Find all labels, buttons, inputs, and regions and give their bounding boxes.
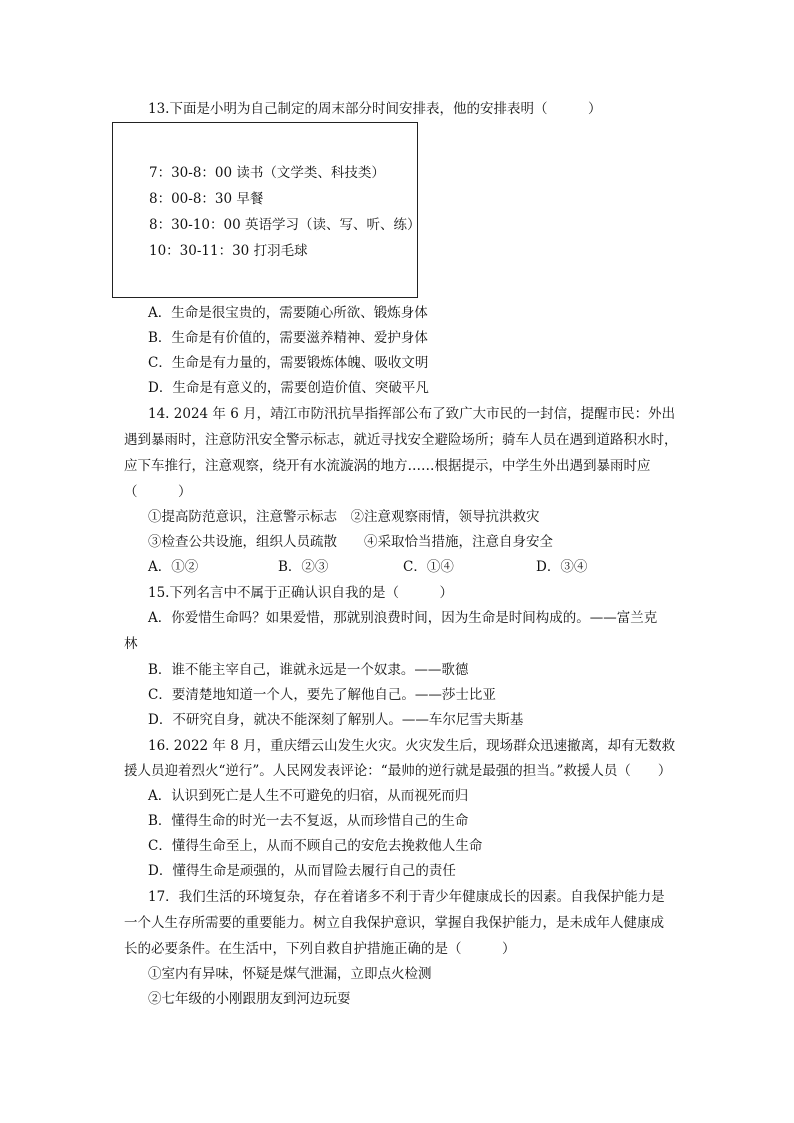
q16-stem-line: 16. 2022 年 8 月，重庆缙云山发生火灾。火灾发生后，现场群众迅速撤离，却有无数救 xyxy=(148,738,676,754)
schedule-item: 7：30-8：00 读书（文学类、科技类） xyxy=(149,165,385,181)
q15-stem: 15.下列名言中不属于正确认识自我的是（ ） xyxy=(148,585,453,601)
q17-stem-line: 长的必要条件。在生活中，下列自救自护措施正确的是（ ） xyxy=(124,941,516,957)
q14-option-c: C．①④ xyxy=(403,559,454,575)
q16-option-b: B．懂得生命的时光一去不复返，从而珍惜自己的生命 xyxy=(148,813,469,829)
q15-option-a-line: A．你爱惜生命吗？如果爱惜，那就别浪费时间，因为生命是时间构成的。——富兰克 xyxy=(148,610,658,626)
q17-stem-line: 17．我们生活的环境复杂，存在着诸多不利于青少年健康成长的因素。自我保护能力是 xyxy=(148,889,665,905)
q16-stem-line: 援人员迎着烈火“逆行”。人民网发表评论：“最帅的逆行就是最强的担当。”救援人员（ ） xyxy=(124,763,672,779)
q13-stem: 13.下面是小明为自己制定的周末部分时间安排表，他的安排表明（ ） xyxy=(148,101,602,117)
q14-option-a: A．①② xyxy=(148,559,199,575)
q15-option-a-line: 林 xyxy=(124,636,138,652)
q16-option-d: D．懂得生命是顽强的，从而冒险去履行自己的责任 xyxy=(148,863,456,879)
q13-option-b: B．生命是有价值的，需要滋养精神、爱护身体 xyxy=(148,330,428,346)
schedule-item: 10：30-11：30 打羽毛球 xyxy=(149,243,308,259)
schedule-item: 8：00-8：30 早餐 xyxy=(149,191,264,207)
q14-item-line: ①提高防范意识，注意警示标志 ②注意观察雨情，领导抗洪救灾 xyxy=(148,509,540,525)
q14-option-d: D．③④ xyxy=(536,559,588,575)
q14-stem-line: 应下车推行，注意观察，绕开有水流漩涡的地方……根据提示，中学生外出遇到暴雨时应 xyxy=(124,458,651,474)
q16-option-a: A．认识到死亡是人生不可避免的归宿，从而视死而归 xyxy=(148,788,469,804)
q15-option-b: B．谁不能主宰自己，谁就永远是一个奴隶。——歌德 xyxy=(148,662,469,678)
q16-option-c: C．懂得生命至上，从而不顾自己的安危去挽救他人生命 xyxy=(148,838,483,854)
q15-option-c: C．要清楚地知道一个人，要先了解他自己。——莎士比亚 xyxy=(148,687,496,703)
q13-option-d: D．生命是有意义的，需要创造价值、突破平凡 xyxy=(148,380,429,396)
q17-stem-line: 一个人生存所需要的重要能力。树立自我保护意识，掌握自我保护能力，是未成年人健康成 xyxy=(124,915,664,931)
q14-stem-line: 遇到暴雨时，注意防汛安全警示标志，就近寻找安全避险场所；骑车人员在遇到道路积水时， xyxy=(124,432,678,448)
schedule-item: 8：30-10：00 英语学习（读、写、听、练） xyxy=(149,217,421,233)
q13-option-a: A．生命是很宝贵的，需要随心所欲、锻炼身体 xyxy=(148,305,428,321)
q14-stem-line: （ ） xyxy=(124,484,192,500)
q17-item-line: ②七年级的小刚跟朋友到河边玩耍 xyxy=(148,991,351,1007)
q14-item-line: ③检查公共设施，组织人员疏散 ④采取恰当措施，注意自身安全 xyxy=(148,534,553,550)
q14-stem-line: 14. 2024 年 6 月，靖江市防汛抗旱指挥部公布了致广大市民的一封信，提醒市民：外出 xyxy=(148,406,676,422)
q14-option-b: B．②③ xyxy=(278,559,329,575)
q15-option-d: D．不研究自身，就决不能深刻了解别人。——车尔尼雪夫斯基 xyxy=(148,712,524,728)
schedule-box xyxy=(112,122,421,298)
q17-item-line: ①室内有异味，怀疑是煤气泄漏，立即点火检测 xyxy=(148,966,432,982)
q13-option-c: C．生命是有力量的，需要锻炼体魄、吸收文明 xyxy=(148,355,429,371)
